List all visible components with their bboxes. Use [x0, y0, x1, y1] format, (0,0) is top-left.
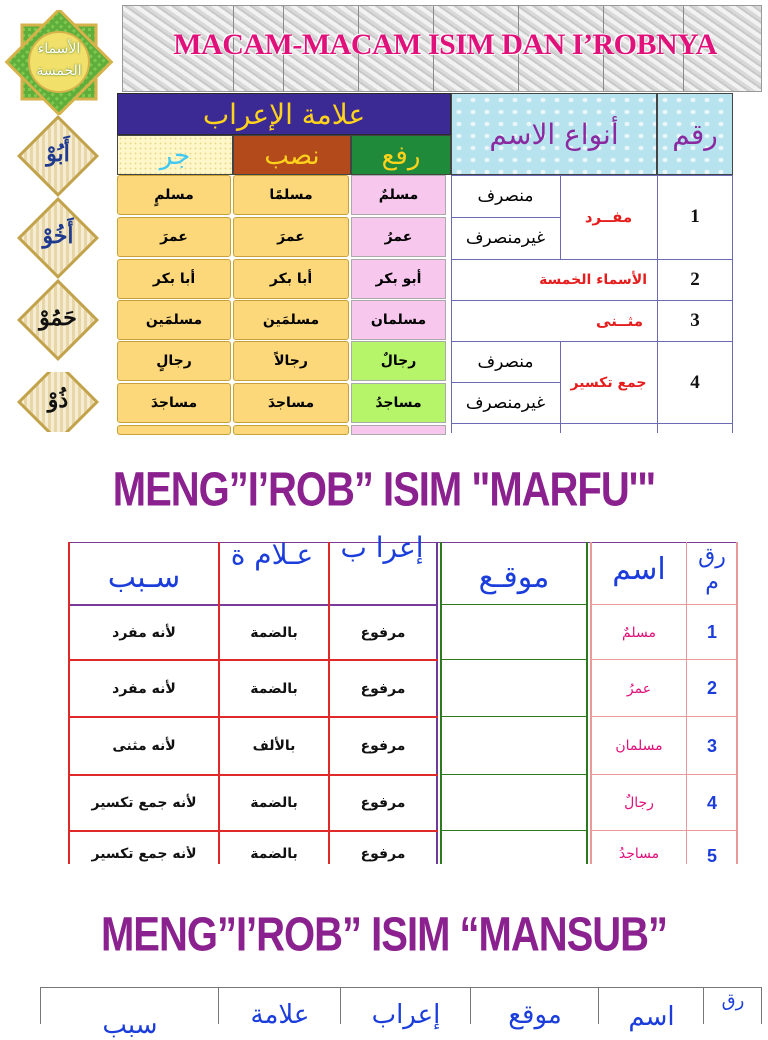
mansub-header-sabab: سبب: [102, 1010, 158, 1040]
mansub-header-ism: اسم: [628, 1002, 675, 1032]
nasb-4b: مساجدَ: [233, 383, 349, 423]
marfu-row-3-num: 3: [707, 735, 718, 756]
marfu-header-num: رق م: [698, 544, 726, 595]
marfu-row-2-irab: مرفوع: [360, 680, 406, 697]
marfu-row-1-alamah: بالضمة: [250, 624, 298, 641]
marfu-row-3-irab: مرفوع: [360, 738, 406, 754]
asmaa-item-dhu: ذُوْ: [8, 372, 108, 432]
section3-heading: MENG”I’ROB” ISIM “MANSUB”: [100, 908, 668, 962]
marfu-row-4-irab: مرفوع: [360, 795, 406, 811]
header-jar: جر: [117, 135, 233, 175]
jar-1b: عمرَ: [117, 217, 231, 257]
row-1-type: مفــرد: [584, 208, 633, 226]
marfu-row-1-num: 1: [707, 622, 718, 642]
marfu-row-5-alamah: بالضمة: [250, 846, 298, 862]
nasb-1b: عمرَ: [233, 217, 349, 257]
marfu-row-3-alamah: بالألف: [252, 738, 296, 754]
marfu-row-2-ism: عمرُ: [626, 680, 652, 697]
jar-3: مسلمَين: [117, 300, 231, 340]
marfu-header-irab: إعرا ب: [340, 531, 424, 564]
marfu-row-4-num: 4: [707, 792, 718, 813]
marfu-header-alamah: عـلام ة: [230, 538, 314, 571]
row-2-type: الأسماء الخمسة: [539, 271, 647, 288]
marfu-row-5-ism: مساجدُ: [618, 846, 660, 862]
marfu-row-1-ism: مسلمٌ: [622, 624, 656, 641]
marfu-row-1-sabab: لأنه مفرد: [112, 624, 176, 641]
header-nasb: نصب: [233, 135, 351, 175]
marfu-row-3-ism: مسلمان: [615, 738, 663, 754]
row-1-sub-2: غيرمنصرف: [465, 228, 546, 248]
jar-4a: رجالٍ: [117, 341, 231, 381]
asmaa-item-abu: أَبُوْ: [8, 126, 108, 214]
marfu-row-1-irab: مرفوع: [360, 624, 406, 641]
header-irab-marker: علامة الإعراب: [117, 93, 451, 135]
row-4-sub-1: منصرف: [477, 351, 534, 372]
asmaa-item-hamu: حَمُوْ: [8, 290, 108, 378]
asmaa-khamsa-badge: [4, 10, 114, 115]
nasb-4a: رجالاً: [233, 341, 349, 381]
marfu-row-4-ism: رجالٌ: [624, 795, 654, 811]
nasb-1a: مسلمًا: [233, 175, 349, 215]
page-title: MACAM-MACAM ISIM DAN I’ROBNYA: [173, 28, 717, 61]
marfu-row-3-sabab: لأنه مثنى: [112, 738, 176, 754]
row-2-num: 2: [690, 268, 700, 290]
rafa-4a: رجالٌ: [351, 341, 446, 381]
row-1-sub-1: منصرف: [477, 186, 534, 206]
rafa-4b: مساجدُ: [351, 383, 446, 423]
marfu-row-2-num: 2: [707, 678, 718, 698]
marfu-header-ism: اسم: [612, 552, 666, 587]
section2-heading: MENG”I’ROB” ISIM "MARFU'": [112, 463, 656, 517]
row-3-type: مثــنى: [596, 311, 643, 330]
marfu-row-5-sabab: لأنه جمع تكسير: [91, 846, 197, 862]
mansub-header-num: رق: [721, 990, 745, 1011]
marfu-row-4-alamah: بالضمة: [250, 795, 298, 811]
badge-label: الأسماء الخمسة: [36, 41, 82, 79]
row-4-type: جمع تكسير: [570, 375, 647, 391]
row-3-num: 3: [690, 309, 700, 331]
marfu-row-5-irab: مرفوع: [360, 846, 406, 862]
jar-4b: مساجدَ: [117, 383, 231, 423]
mansub-header-irab: إعراب: [371, 1000, 441, 1030]
marfu-header-mauqi: موقـع: [478, 560, 550, 595]
rafa-1b: عمرُ: [351, 217, 446, 257]
marfu-row-2-sabab: لأنه مفرد: [112, 680, 176, 697]
header-rafa: رفع: [351, 135, 451, 175]
asmaa-item-akhu: أَخُوْ: [8, 208, 108, 296]
mansub-header-mauqi: موقع: [508, 1000, 562, 1030]
row-1-num: 1: [690, 206, 700, 227]
rafa-2: أبو بكر: [351, 259, 446, 299]
jar-1a: مسلمٍ: [117, 175, 231, 215]
row-4-num: 4: [690, 372, 700, 393]
nasb-3: مسلمَين: [233, 300, 349, 340]
jar-2: أبا بكر: [117, 259, 231, 299]
marfu-row-2-alamah: بالضمة: [250, 680, 298, 697]
rafa-3: مسلمان: [351, 300, 446, 340]
rafa-1a: مسلمٌ: [351, 175, 446, 215]
mansub-header-alamah: علامة: [250, 1000, 310, 1030]
header-types: أنواع الاسم: [451, 93, 657, 175]
marfu-header-sabab: سـبب: [107, 560, 181, 595]
header-num: رقم: [657, 93, 733, 175]
nasb-2: أبا بكر: [233, 259, 349, 299]
marfu-row-4-sabab: لأنه جمع تكسير: [91, 795, 197, 811]
marfu-row-5-num: 5: [707, 846, 718, 864]
row-4-sub-2: غيرمنصرف: [465, 392, 546, 413]
